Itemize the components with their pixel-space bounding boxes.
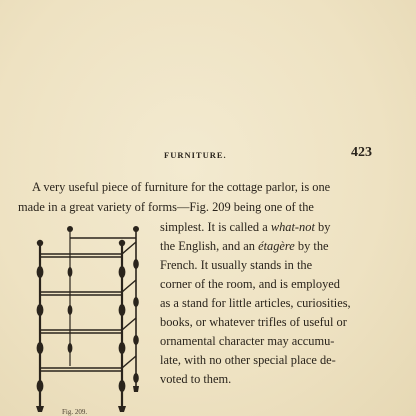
text-line	[160, 220, 330, 234]
text-line: books, or whatever trifles of useful or	[160, 315, 347, 329]
emphasis-term: what-not	[270, 220, 315, 234]
text-line: voted to them.	[160, 372, 232, 386]
text-line: A very useful piece of furniture for the cottage parlor, is one	[32, 180, 331, 194]
text-span: by the	[297, 239, 329, 253]
text-line: French. It usually stands in the	[160, 258, 313, 272]
etagere-illustration	[30, 220, 160, 416]
figure-caption: Fig. 209.	[62, 408, 88, 416]
running-header: FURNITURE.	[164, 150, 227, 160]
text-line: corner of the room, and is employed	[160, 277, 340, 291]
text-line	[160, 239, 329, 253]
text-span: the English, and an	[160, 239, 255, 253]
text-line: ornamental character may accumu-	[160, 334, 335, 348]
text-line: late, with no other special place de-	[160, 353, 336, 367]
page-number: 423	[351, 145, 372, 160]
emphasis-term: étagère	[258, 239, 295, 253]
text-line: made in a great variety of forms—Fig. 209 being one of the	[18, 200, 314, 214]
text-span: by	[318, 220, 331, 234]
text-line: as a stand for little articles, curiosities,	[160, 296, 351, 310]
text-span: simplest. It is called a	[160, 220, 268, 234]
